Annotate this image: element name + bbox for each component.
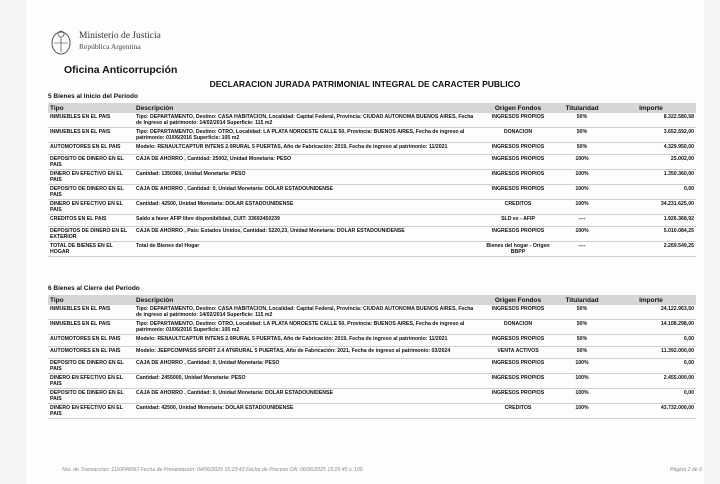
cell-importe: 0,00: [606, 389, 696, 404]
assets-end-table: [48, 295, 696, 419]
cell-descripcion: CAJA DE AHORRO , Cantidad: 0, Unidad Monetaria: PESO: [134, 359, 478, 374]
section-start-period: [48, 93, 696, 257]
cell-titularidad: 100%: [558, 389, 606, 404]
document-title: DECLARACION JURADA PATRIMONIAL INTEGRAL DE CARACTER PUBLICO: [209, 79, 521, 89]
table-row: [48, 215, 696, 227]
cell-titularidad: 50%: [558, 128, 606, 143]
cell-descripcion: CAJA DE AHORRO , Cantidad: 0, Unidad Monetaria: DOLAR ESTADOUNIDENSE: [134, 389, 478, 404]
table-row: [48, 155, 696, 170]
cell-tipo: DEPOSITO DE DINERO EN EL PAIS: [48, 389, 134, 404]
cell-tipo: INMUEBLES EN EL PAIS: [48, 320, 134, 335]
cell-tipo: AUTOMOTORES EN EL PAIS: [48, 143, 134, 155]
col-tipo: Tipo: [48, 103, 134, 113]
cell-origen: INGRESOS PROPIOS: [478, 227, 558, 242]
cell-origen: INGRESOS PROPIOS: [478, 374, 558, 389]
cell-importe: 2.455.000,00: [606, 374, 696, 389]
cell-descripcion: Total de Bienes del Hogar: [134, 242, 478, 257]
cell-importe: 1.350.360,00: [606, 170, 696, 185]
cell-descripcion: Modelo: RENAULTCAPTUR INTENS 2.0RURAL 5 PUERTAS, Año de Fabricación: 2019, Fecha de ingreso al patrimonio: 11/2021: [134, 143, 478, 155]
ministry-name: Ministerio de Justicia: [79, 31, 161, 41]
cell-titularidad: ----: [558, 215, 606, 227]
cell-importe: 2.269.549,25: [606, 242, 696, 257]
table-row: [48, 305, 696, 320]
cell-tipo: DINERO EN EFECTIVO EN EL PAIS: [48, 374, 134, 389]
cell-titularidad: 100%: [558, 359, 606, 374]
cell-tipo: DINERO EN EFECTIVO EN EL PAIS: [48, 200, 134, 215]
cell-descripcion: CAJA DE AHORRO , Cantidad: 25002, Unidad Monetaria: PESO: [134, 155, 478, 170]
cell-tipo: DEPOSITO DE DINERO EN EL PAIS: [48, 185, 134, 200]
table-row: [48, 185, 696, 200]
cell-descripcion: Tipo: DEPARTAMENTO, Destino: CASA HABITACION, Localidad: Capital Federal, Provincia: CIUDAD AUTONOMA BUENOS AIRES, Fecha de Ingreso al patrimonio: 14/02/2014 Superficie: 115 m2: [134, 113, 478, 128]
cell-origen: INGRESOS PROPIOS: [478, 305, 558, 320]
col-tipo: Tipo: [48, 295, 134, 305]
cell-titularidad: 100%: [558, 155, 606, 170]
cell-origen: CREDITOS: [478, 200, 558, 215]
cell-origen: INGRESOS PROPIOS: [478, 185, 558, 200]
cell-origen: INGRESOS PROPIOS: [478, 170, 558, 185]
section-end-period: [48, 285, 696, 419]
table-row: [48, 335, 696, 347]
cell-importe: 11.392.000,00: [606, 347, 696, 359]
cell-tipo: DINERO EN EFECTIVO EN EL PAIS: [48, 404, 134, 419]
cell-descripcion: Modelo: RENAULTCAPTUR INTENS 2.0RURAL 5 PUERTAS, Año de Fabricación: 2019, Fecha de ingreso al patrimonio: 11/2021: [134, 335, 478, 347]
col-importe: Importe: [606, 295, 696, 305]
table-row: [48, 347, 696, 359]
cell-descripcion: Tipo: DEPARTAMENTO, Destino: CASA HABITACION, Localidad: Capital Federal, Provincia: CIUDAD AUTONOMA BUENOS AIRES, Fecha de ingreso al patrimonio: 14/02/2014 Superficie: 115 m2: [134, 305, 478, 320]
cell-importe: 1.926.368,92: [606, 215, 696, 227]
cell-titularidad: 50%: [558, 335, 606, 347]
table-row: [48, 200, 696, 215]
cell-descripcion: Cantidad: 2455000, Unidad Monetaria: PESO: [134, 374, 478, 389]
table-header-row: [48, 295, 696, 305]
table-row: [48, 227, 696, 242]
cell-titularidad: 50%: [558, 347, 606, 359]
cell-origen: INGRESOS PROPIOS: [478, 335, 558, 347]
cell-importe: 24.122.963,50: [606, 305, 696, 320]
page-number: Página 2 de 6: [669, 467, 702, 473]
table-row: [48, 143, 696, 155]
col-importe: Importe: [606, 103, 696, 113]
cell-importe: 8.322.580,58: [606, 113, 696, 128]
cell-titularidad: 100%: [558, 170, 606, 185]
cell-origen: SLD ex - AFIP: [478, 215, 558, 227]
cell-importe: 4.329.950,00: [606, 143, 696, 155]
cell-tipo: DEPOSITOS DE DINERO EN EL EXTERIOR: [48, 227, 134, 242]
table-row: [48, 320, 696, 335]
transaction-meta: Nro. de Transaccion: 1110648061 Fecha de Presentación: 04/06/2025 15:23:43 Fecha de Proceso OA: 06/06/2025 15:29:45 v. 100: [62, 467, 363, 473]
national-seal-icon: [50, 28, 72, 56]
cell-origen: DONACION: [478, 320, 558, 335]
page-footer: [62, 467, 702, 473]
cell-tipo: INMUEBLES EN EL PAIS: [48, 305, 134, 320]
assets-start-table: [48, 103, 696, 257]
cell-descripcion: Tipo: DEPARTAMENTO, Destino: OTRO, Localidad: LA PLATA NOROESTE CALLE 50, Provincia: BUENOS AIRES, Fecha de ingreso al patrimonio: 01/06/2016 Superficie: 105 m2: [134, 320, 478, 335]
cell-descripcion: Saldo a favor AFIP libre disponibilidad, CUIT: 33693450239: [134, 215, 478, 227]
cell-titularidad: 100%: [558, 374, 606, 389]
cell-origen: DONACION: [478, 128, 558, 143]
document-page: [26, 0, 704, 484]
table-row: [48, 404, 696, 419]
table-row: [48, 389, 696, 404]
cell-titularidad: 50%: [558, 143, 606, 155]
cell-descripcion: CAJA DE AHORRO , País: Estados Unidos, Cantidad: 5220,23, Unidad Monetaria: DOLAR ESTADOUNIDENSE: [134, 227, 478, 242]
cell-titularidad: 100%: [558, 227, 606, 242]
cell-tipo: DEPOSITO DE DINERO EN EL PAIS: [48, 359, 134, 374]
section-title: 5 Bienes al Inicio del Periodo: [48, 93, 138, 100]
table-row: [48, 170, 696, 185]
cell-importe: 43.732.000,00: [606, 404, 696, 419]
cell-tipo: AUTOMOTORES EN EL PAIS: [48, 335, 134, 347]
table-row: [48, 374, 696, 389]
col-titularidad: Titularidad: [558, 103, 606, 113]
cell-titularidad: 50%: [558, 305, 606, 320]
cell-descripcion: Cantidad: 42500, Unidad Monetaria: DOLAR ESTADOUNIDENSE: [134, 404, 478, 419]
cell-descripcion: Cantidad: 42500, Unidad Monetaria: DOLAR ESTADOUNIDENSE: [134, 200, 478, 215]
cell-tipo: TOTAL DE BIENES EN EL HOGAR: [48, 242, 134, 257]
col-descripcion: Descripción: [134, 103, 478, 113]
cell-origen: Bienes del hogar - Origen BBPP: [478, 242, 558, 257]
office-name: Oficina Anticorrupción: [64, 64, 178, 76]
cell-origen: INGRESOS PROPIOS: [478, 113, 558, 128]
col-origen: Origen Fondos: [478, 103, 558, 113]
cell-descripcion: Tipo: DEPARTAMENTO, Destino: OTRO, Localidad: LA PLATA NOROESTE CALLE 50, Provincia: BUENOS AIRES, Fecha de ingreso al patrimonio: 01/06/2016 Superficie: 105 m2: [134, 128, 478, 143]
cell-origen: INGRESOS PROPIOS: [478, 143, 558, 155]
table-row: [48, 359, 696, 374]
cell-titularidad: 100%: [558, 200, 606, 215]
cell-importe: 14.108.298,00: [606, 320, 696, 335]
cell-tipo: CREDITOS EN EL PAIS: [48, 215, 134, 227]
cell-importe: 0,00: [606, 335, 696, 347]
cell-importe: 5.010.084,25: [606, 227, 696, 242]
cell-descripcion: Modelo: JEEPCOMPASS SPORT 2.4 AT6RURAL 5 PUERTAS, Año de Fabricación: 2021, Fecha de ingreso al patrimonio: 03/2024: [134, 347, 478, 359]
ministry-header: [79, 31, 161, 51]
cell-importe: 0,00: [606, 185, 696, 200]
cell-origen: CREDITOS: [478, 404, 558, 419]
cell-tipo: DEPOSITO DE DINERO EN EL PAIS: [48, 155, 134, 170]
col-descripcion: Descripción: [134, 295, 478, 305]
section-title: 6 Bienes al Cierre del Periodo: [48, 285, 140, 292]
cell-importe: 3.652.592,00: [606, 128, 696, 143]
cell-tipo: INMUEBLES EN EL PAIS: [48, 113, 134, 128]
col-titularidad: Titularidad: [558, 295, 606, 305]
table-header-row: [48, 103, 696, 113]
cell-importe: 25.002,00: [606, 155, 696, 170]
col-origen: Origen Fondos: [478, 295, 558, 305]
cell-importe: 34.231.625,00: [606, 200, 696, 215]
cell-origen: INGRESOS PROPIOS: [478, 155, 558, 170]
cell-descripcion: Cantidad: 1350360, Unidad Monetaria: PESO: [134, 170, 478, 185]
cell-origen: VENTA ACTIVOS: [478, 347, 558, 359]
table-row: [48, 242, 696, 257]
cell-origen: INGRESOS PROPIOS: [478, 359, 558, 374]
country-name: República Argentina: [79, 42, 141, 51]
cell-titularidad: 100%: [558, 404, 606, 419]
cell-titularidad: 50%: [558, 113, 606, 128]
table-row: [48, 128, 696, 143]
cell-tipo: INMUEBLES EN EL PAIS: [48, 128, 134, 143]
cell-origen: INGRESOS PROPIOS: [478, 389, 558, 404]
cell-tipo: DINERO EN EFECTIVO EN EL PAIS: [48, 170, 134, 185]
cell-titularidad: 50%: [558, 320, 606, 335]
cell-titularidad: ----: [558, 242, 606, 257]
cell-descripcion: CAJA DE AHORRO , Cantidad: 0, Unidad Monetaria: DOLAR ESTADOUNIDENSE: [134, 185, 478, 200]
cell-titularidad: 100%: [558, 185, 606, 200]
cell-importe: 0,00: [606, 359, 696, 374]
table-row: [48, 113, 696, 128]
cell-tipo: AUTOMOTORES EN EL PAIS: [48, 347, 134, 359]
